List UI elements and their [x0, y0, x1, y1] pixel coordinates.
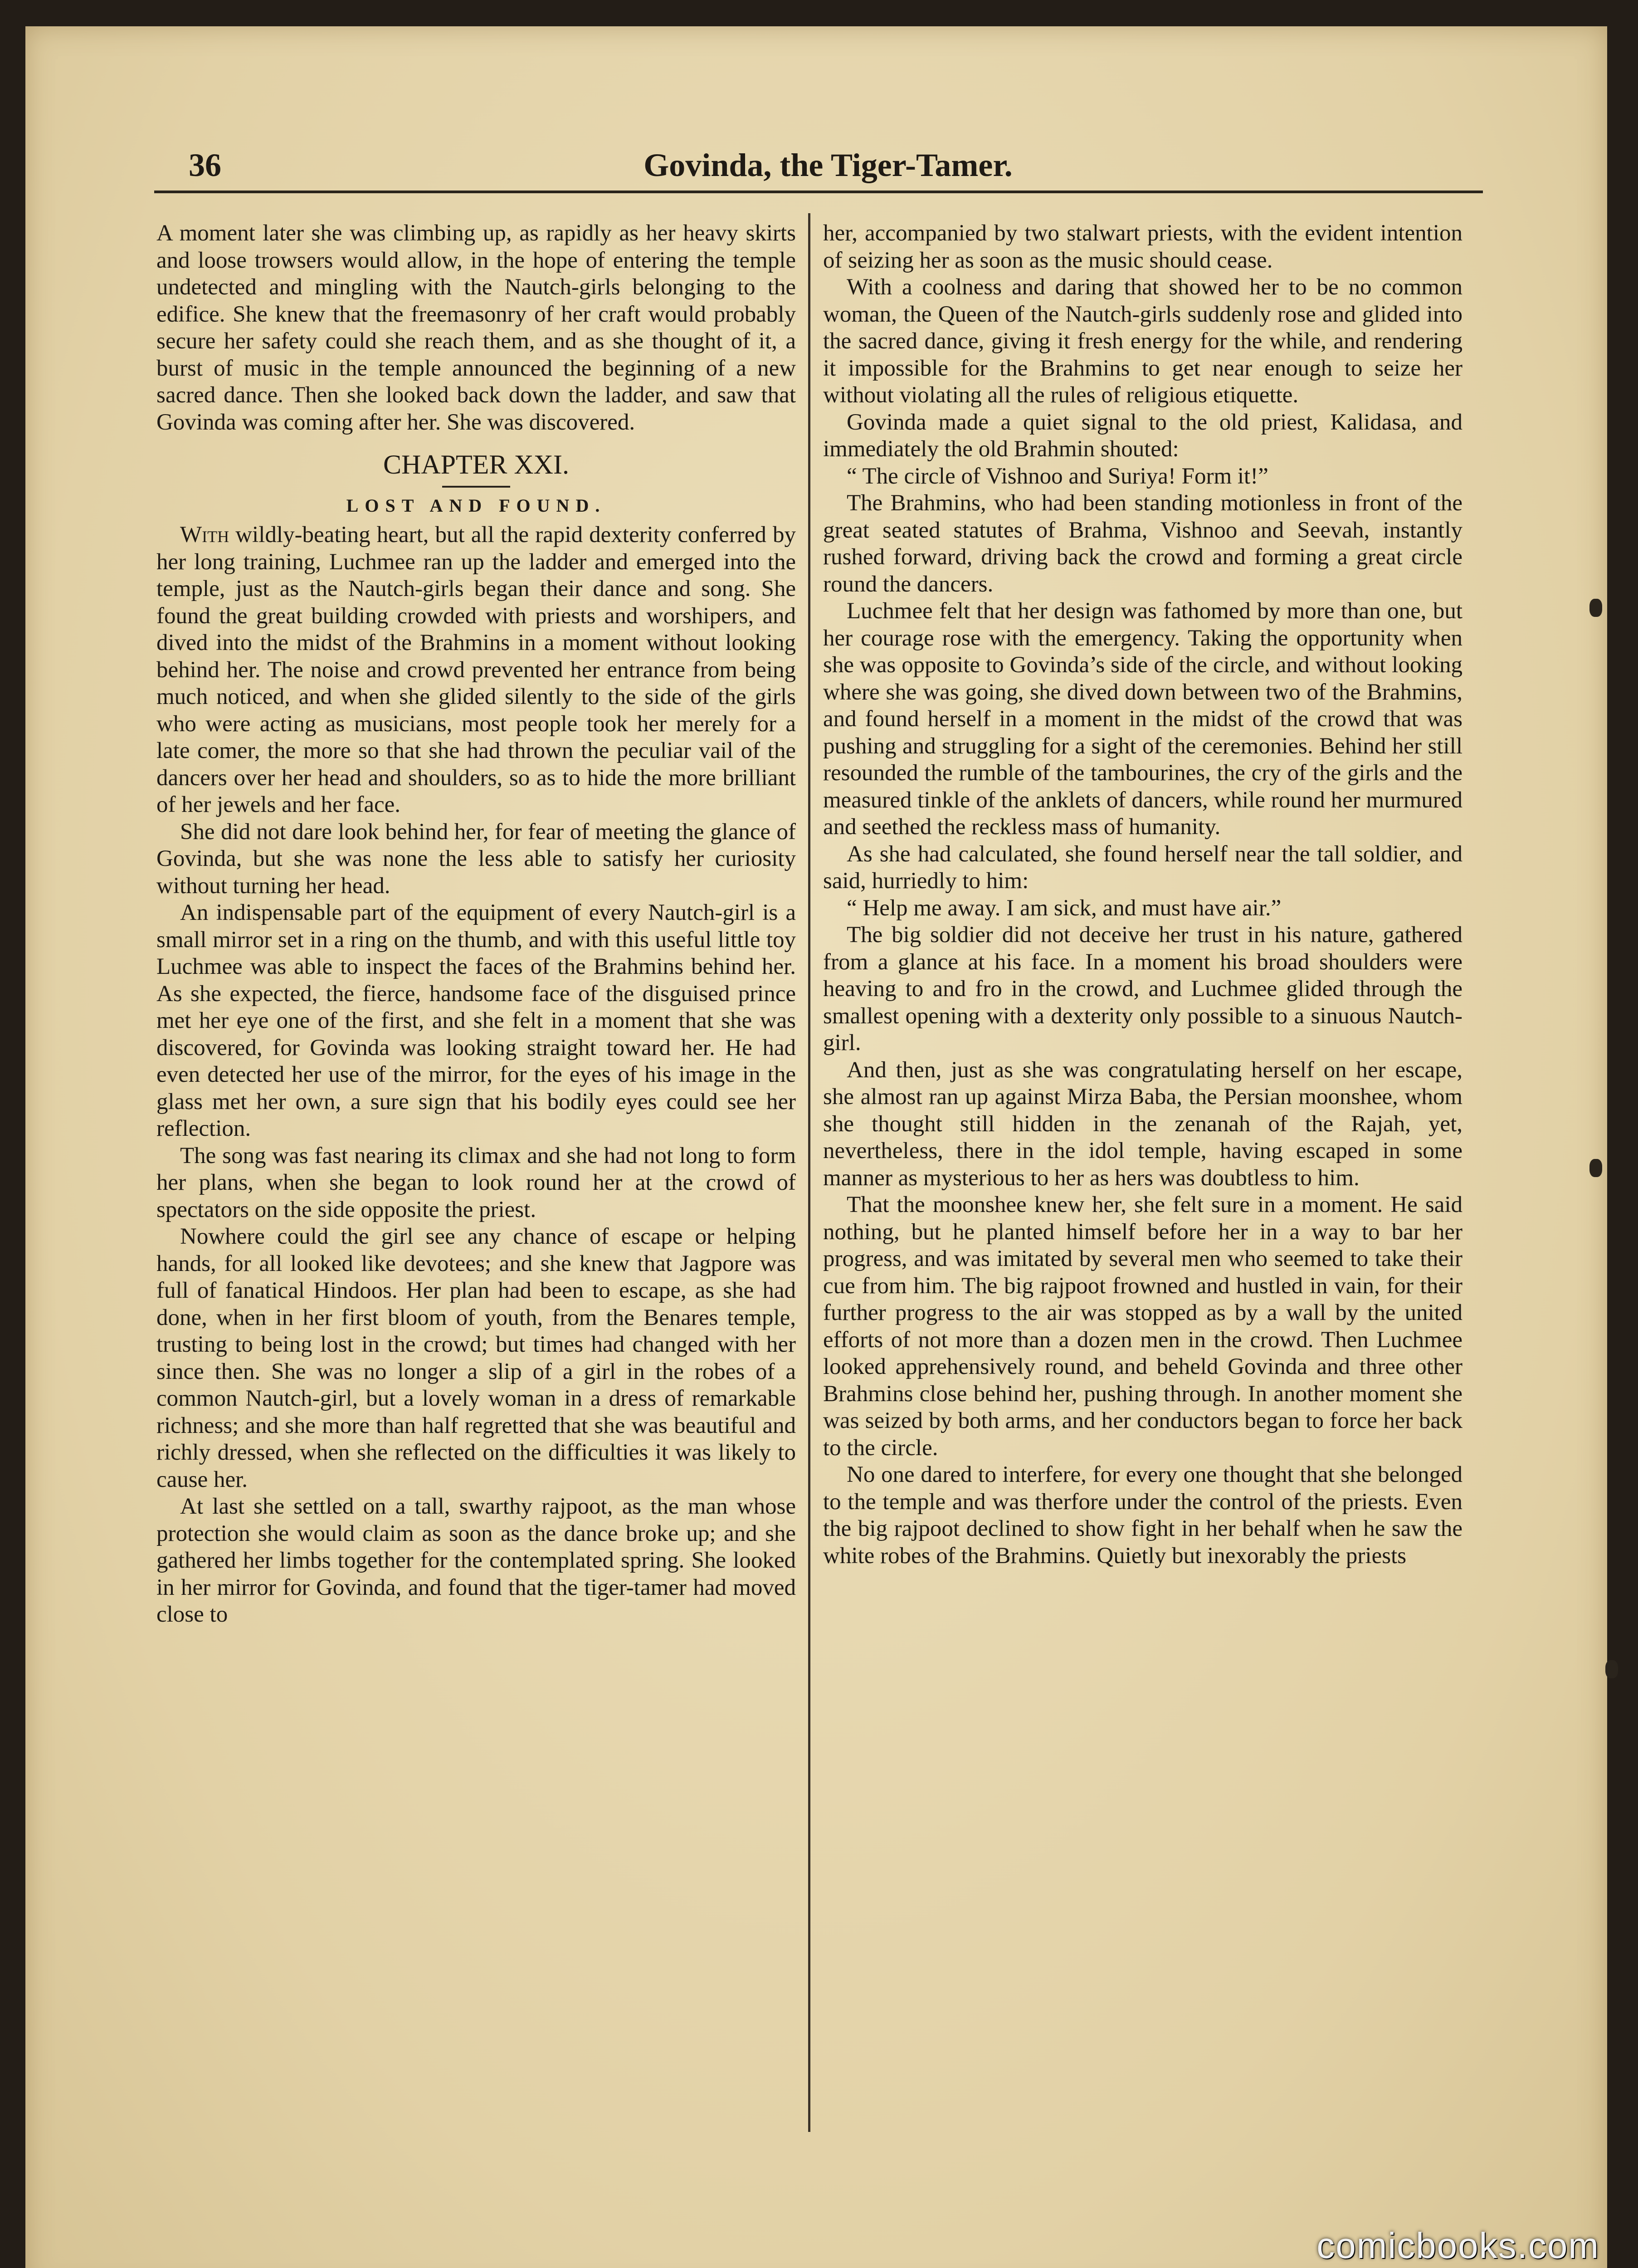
paragraph: “ Help me away. I am sick, and must have air.” [847, 895, 1282, 921]
page-header [161, 147, 1495, 205]
binding-staple-icon [1589, 1159, 1602, 1177]
drop-lead: With [180, 522, 229, 547]
paragraph: No one dared to interfere, for every one thought that she belonged to the temple and was therfore under the control of the priests. Even the big rajpoot declined to show fight in her behalf when he saw the white robes of the Brahmins. Quietly but inexorably the priests [823, 1462, 1462, 1569]
page-number: 36 [189, 147, 221, 183]
paragraph: At last she settled on a tall, swarthy rajpoot, as the man whose protection she would claim as soon as the dance broke up; and she gathered her limbs together for the contemplated spring. She looked in her mirror for Govinda, and found that the tiger-tamer had moved close to [156, 1494, 796, 1627]
paragraph: The big soldier did not deceive her trust in his nature, gathered from a glance at his face. In a moment his broad shoulders were heaving to and fro in the crowd, and Luchmee glided through the smallest opening with a dexterity only possible to a sinuous Nautch-girl. [823, 922, 1462, 1056]
paragraph: That the moonshee knew her, she felt sure in a moment. He said nothing, but he planted himself before her in a way to bar her progress, and was imitated by several men who seemed to take their cue from him. The big rajpoot frowned and hustled in vain, for their further progress to the air was stopped as by a wall by the united efforts of not more than a dozen men in the crowd. Then Luchmee looked apprehensively round, and beheld Govinda and three other Brahmins close behind her, pushing through. In another moment she was seized by both arms, and her conductors began to force her back to the circle. [823, 1192, 1462, 1461]
paragraph: She did not dare look behind her, for fear of meeting the glance of Govinda, but she was none the less able to satisfy her curiosity without turning her head. [156, 819, 796, 899]
chapter-title: CHAPTER XXI. [383, 450, 569, 479]
chapter-subtitle: LOST AND FOUND. [346, 495, 606, 516]
paragraph-text: wildly-beating heart, but all the rapid dexterity conferred by her long training, Luchmee ran up the ladder and emerged into the temple, just as the Nautch-girls began their dance and song. She found the great building crowded with priests and worshipers, and dived into the midst of the Brahmins in a moment without looking behind her. The noise and crowd prevented her entrance from being much noticed, and when she glided silently to the side of the girls who were acting as musicians, most people took her merely for a late comer, the more so that she had thrown the peculiar vail of the dancers over her head and shoulders, so as to hide the more brilliant of her jewels and her face. [156, 522, 796, 817]
paragraph: As she had calculated, she found herself near the tall soldier, and said, hurriedly to him: [823, 841, 1462, 894]
running-title: Govinda, the Tiger-Tamer. [644, 147, 1013, 183]
paragraph: The song was fast nearing its climax and she had not long to form her plans, when she began to look round her at the crowd of spectators on the side opposite the priest. [156, 1143, 796, 1222]
right-column [823, 220, 1462, 2139]
binding-staple-icon [1605, 1660, 1618, 1678]
site-watermark: comicbooks.com [1316, 2225, 1599, 2266]
chapter-rule [442, 486, 510, 488]
header-rule [154, 191, 1483, 193]
column-divider [808, 213, 810, 2132]
paragraph: Luchmee felt that her design was fathomed by more than one, but her courage rose with the emergency. Taking the opportunity when she was opposite to Govinda’s side of the circle, and without looking where she was going, she dived down between two of the Brahmins, and found herself in a moment in the midst of the crowd that was pushing and struggling for a sight of the ceremonies. Behind her still resounded the rumble of the tambourines, the cry of the girls and the measured tinkle of the anklets of dancers, while round her murmured and seethed the reckless mass of humanity. [823, 598, 1462, 840]
paragraph [156, 522, 796, 819]
paragraph: A moment later she was climbing up, as rapidly as her heavy skirts and loose trowsers would allow, in the hope of entering the temple undetected and mingling with the Nautch-girls belonging to the edifice. She knew that the freemasonry of her craft would probably secure her safety could she reach them, and as she thought of it, a burst of music in the temple announced the beginning of a new sacred dance. Then she looked back down the ladder, and saw that Govinda was coming after her. She was discovered. [156, 220, 796, 435]
left-column [156, 220, 796, 2139]
paragraph: An indispensable part of the equipment of every Nautch-girl is a small mirror set in a ring on the thumb, and with this useful little toy Luchmee was able to inspect the faces of the Brahmins behind her. As she expected, the fierce, handsome face of the disguised prince met her eye one of the first, and she felt in a moment that she was discovered, for Govinda was looking straight toward her. He had even detected her use of the mirror, for the eyes of his image in the glass met her own, a sure sign that his bodily eyes could see her reflection. [156, 900, 796, 1141]
paragraph: her, accompanied by two stalwart priests, with the evident intention of seizing her as soon as the music should cease. [823, 220, 1462, 273]
paragraph: With a coolness and daring that showed her to be no common woman, the Queen of the Nautch-girls suddenly rose and glided into the sacred dance, giving it fresh energy for the while, and rendering it impossible for the Brahmins to get near enough to seize her without violating all the rules of religious etiquette. [823, 274, 1462, 408]
paragraph: And then, just as she was congratulating herself on her escape, she almost ran up against Mirza Baba, the Persian moonshee, whom she thought still hidden in the zenanah of the Rajah, yet, nevertheless, there in the idol temple, having escaped in some manner as mysterious to her as hers was doubtless to him. [823, 1057, 1462, 1191]
paragraph: Nowhere could the girl see any chance of escape or helping hands, for all looked like devotees; and she knew that Jagpore was full of fanatical Hindoos. Her plan had been to escape, as she had done, when in her first bloom of youth, from the Benares temple, trusting to being lost in the crowd; but times had changed with her since then. She was no longer a slip of a girl in the robes of a common Nautch-girl, but a lovely woman in a dress of remarkable richness; and she more than half regretted that she was beautiful and richly dressed, when she reflected on the difficulties it was likely to cause her. [156, 1224, 796, 1492]
binding-staple-icon [1589, 599, 1602, 617]
paragraph: Govinda made a quiet signal to the old priest, Kalidasa, and immediately the old Brahmin shouted: [823, 409, 1462, 462]
paragraph: “ The circle of Vishnoo and Suriya! Form it!” [847, 463, 1268, 489]
paragraph: The Brahmins, who had been standing motionless in front of the great seated statutes of Brahma, Vishnoo and Seevah, instantly rushed forward, driving back the crowd and forming a great circle round the dancers. [823, 490, 1462, 597]
